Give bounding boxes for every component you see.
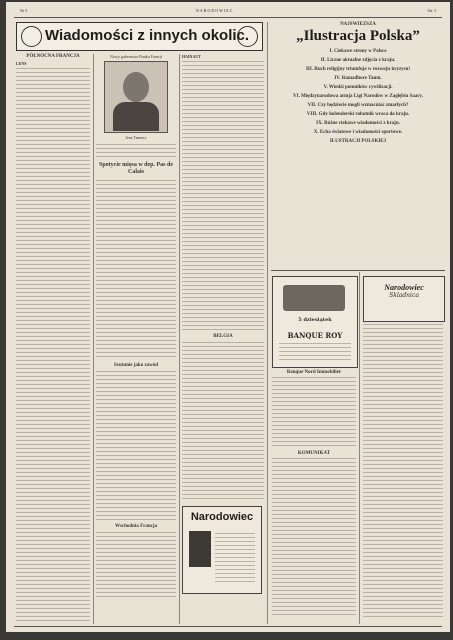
column-1 <box>16 54 90 624</box>
portrait-photo <box>104 61 168 133</box>
banque-nord-text <box>272 377 356 447</box>
banque-ad-name: BANQUE ROY <box>287 331 343 340</box>
article-text-belgia <box>182 342 264 502</box>
page-number-right: Str. 3 <box>427 8 436 13</box>
newspaper-stack-icon <box>189 531 211 567</box>
right-item-6: VI. Międzynarodowa armja Ligi Narodów w Zagłębiu Saary. <box>293 94 423 99</box>
right-title: „Ilustracja Polska” <box>296 28 420 44</box>
heading-spotykanie: Spotycie mięsa w dep. Pas de Calais <box>99 162 173 175</box>
article-text-hainaut <box>182 61 264 331</box>
komunikat-text <box>272 458 356 618</box>
right-item-9: IX. Różne ciekawe wiadomości z kraju. <box>316 121 400 126</box>
caption-text <box>96 144 176 158</box>
masthead: NARODOWIEC <box>196 8 234 13</box>
right-lower-right <box>363 324 443 624</box>
banque-ad-head: 5 dziesiątek <box>298 317 332 323</box>
banner-title: Wiadomości z innych okolic. <box>45 27 250 44</box>
right-item-4: IV. Ramadhore Tamn. <box>334 76 382 81</box>
article-text-col1 <box>16 68 90 622</box>
banque-roy-ad <box>272 276 358 368</box>
article-text-szutunie <box>96 371 176 521</box>
section-heading-polnocna: PÓŁNOCNA FRANCJA <box>26 54 80 59</box>
right-lower-left <box>272 370 356 624</box>
newspaper-page <box>6 2 450 632</box>
portrait-head <box>123 72 149 102</box>
right-item-1: I. Ciekawe strony w Polsce <box>329 49 387 54</box>
heading-hainaut: HAINAUT <box>182 54 201 59</box>
header-rule <box>14 17 442 18</box>
heading-wschodnia: Wschodnia Francja <box>114 524 158 529</box>
right-item-7: VII. Czy będziecie mogli wzmacniać zmarłych? <box>307 103 409 108</box>
skladnica-ad-logo: Narodowiec <box>384 283 424 292</box>
right-item-8: VIII. Gdy holenderski robotnik wraca do kraju. <box>306 112 410 117</box>
heading-szutunie: Szutunie jako zawód <box>113 363 159 368</box>
right-section-rule <box>271 270 445 271</box>
banque-ad-text <box>279 343 351 363</box>
skladnica-ad <box>363 276 445 322</box>
ornament-left-icon <box>21 26 42 47</box>
skladnica-ad-sub: Skladnica <box>389 292 419 299</box>
photo-name: Jean Tannery <box>125 135 147 140</box>
column-rule-3 <box>267 22 268 624</box>
ornament-right-icon <box>237 26 258 47</box>
banque-nord: Banque Nord Immobilier <box>286 370 342 375</box>
column-3 <box>182 54 264 624</box>
photo-caption-top: Nowy gubernator Banku Francji <box>110 54 162 59</box>
illustration-icon <box>283 285 345 311</box>
article-text-wschodnia <box>96 532 176 598</box>
section-banner <box>16 22 263 51</box>
section-heading-lens: LENS <box>16 61 27 66</box>
heading-belgia: BELGIA <box>213 334 233 339</box>
page-number-left: Nr 3 <box>20 8 28 13</box>
narodowiec-ad-logo: Narodowiec <box>190 511 254 523</box>
column-2 <box>96 54 176 624</box>
portrait-shoulders <box>113 102 159 131</box>
narodowiec-ad-text <box>215 533 255 585</box>
right-item-5: V. Wiedzi pomników cywilizacji. <box>323 85 393 90</box>
column-rule-1 <box>93 54 94 624</box>
narodowiec-ad <box>182 506 262 594</box>
right-kicker: NAJSWIEZSZA <box>340 22 376 27</box>
komunikat-heading: KOMUNIKAT <box>297 451 331 456</box>
article-text-spotykanie <box>96 180 176 360</box>
column-rule-2 <box>179 54 180 624</box>
classifieds-text <box>363 324 443 620</box>
footer-rule <box>14 626 442 627</box>
right-item-10: X. Echa światowe i wiadomości sportowe. <box>313 130 403 135</box>
right-items <box>271 47 445 137</box>
right-item-3: III. Ruch religijny triumfuje w rozwoju kryzysu! <box>305 67 411 72</box>
right-footer: ILUSTRACJI POLSKIEJ <box>329 139 387 144</box>
right-item-2: II. Liczne aktualne zdjęcia z kraju. <box>320 58 396 63</box>
